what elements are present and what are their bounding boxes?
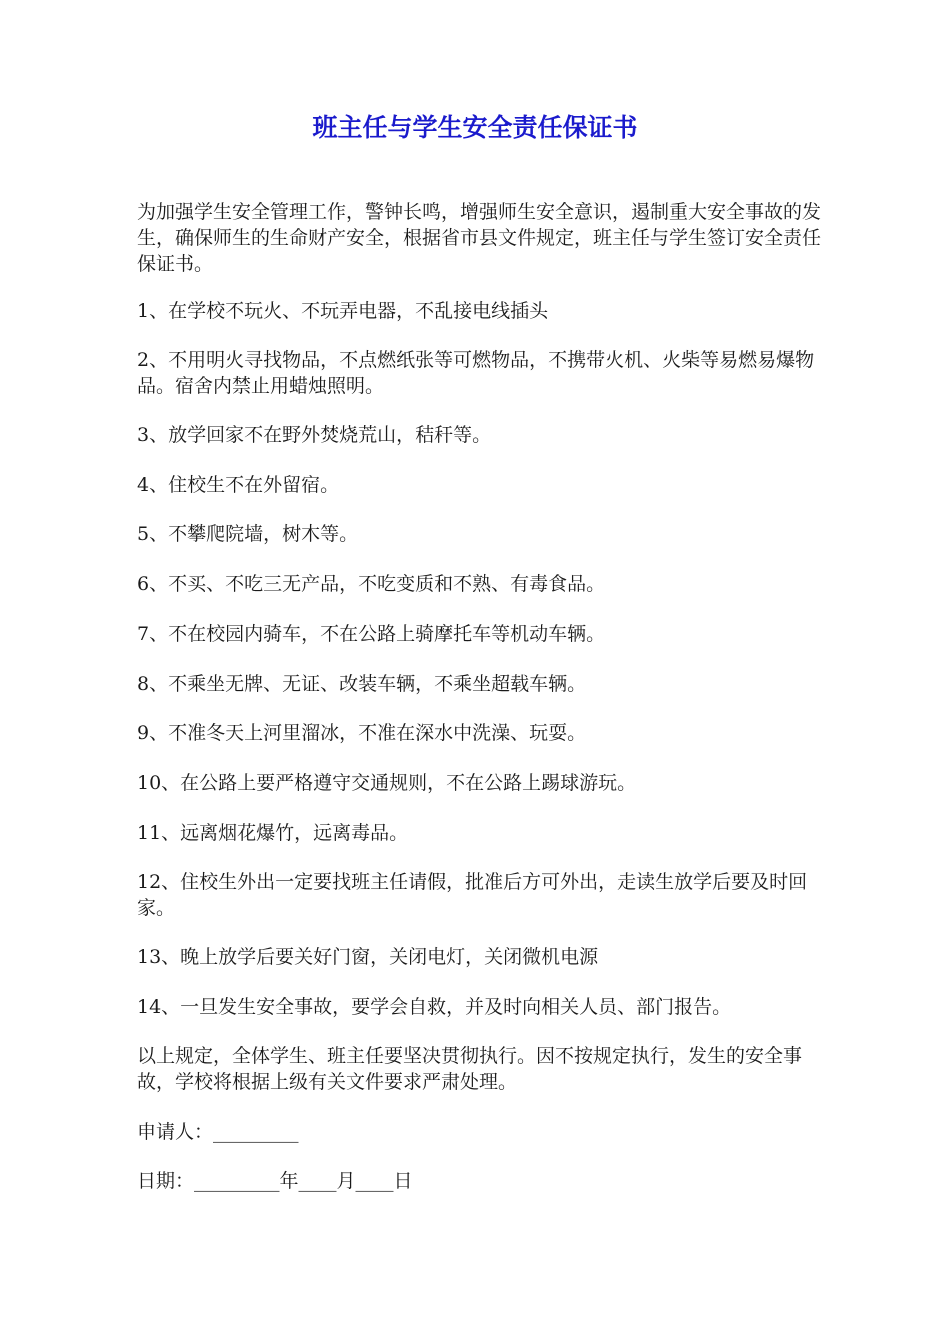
rule-item-5: 5、不攀爬院墙，树木等。 xyxy=(137,523,359,545)
rule-item-6: 6、不买、不吃三无产品，不吃变质和不熟、有毒食品。 xyxy=(137,573,606,595)
rule-item-1: 1、在学校不玩火、不玩弄电器，不乱接电线插头 xyxy=(137,300,549,322)
rule-item-7: 7、不在校园内骑车，不在公路上骑摩托车等机动车辆。 xyxy=(137,623,606,645)
intro-paragraph: 为加强学生安全管理工作，警钟长鸣，增强师生安全意识，遏制重大安全事故的发生，确保师生的生命财产安全，根据省市县文件规定，班主任与学生签订安全责任保证书。 xyxy=(137,201,822,275)
rule-item-11: 11、远离烟花爆竹，远离毒品。 xyxy=(137,822,409,844)
applicant-signature-line: 申请人：_________ xyxy=(137,1121,299,1143)
rule-item-2: 2、不用明火寻找物品，不点燃纸张等可燃物品，不携带火机、火柴等易燃易爆物品。宿舍内禁止用蜡烛照明。 xyxy=(137,349,815,397)
document-title: 班主任与学生安全责任保证书 xyxy=(312,113,638,142)
date-signature-line: 日期：_________年____月____日 xyxy=(137,1170,413,1192)
rule-item-12: 12、住校生外出一定要找班主任请假，批准后方可外出，走读生放学后要及时回家。 xyxy=(137,871,808,919)
rule-item-4: 4、住校生不在外留宿。 xyxy=(137,474,340,496)
rule-item-9: 9、不准冬天上河里溜冰，不准在深水中洗澡、玩耍。 xyxy=(137,722,587,744)
closing-paragraph: 以上规定，全体学生、班主任要坚决贯彻执行。因不按规定执行，发生的安全事故，学校将根据上级有关文件要求严肃处理。 xyxy=(137,1045,803,1093)
rule-item-13: 13、晚上放学后要关好门窗，关闭电灯，关闭微机电源 xyxy=(137,946,599,968)
rule-item-14: 14、一旦发生安全事故，要学会自救，并及时向相关人员、部门报告。 xyxy=(137,996,732,1018)
rule-item-3: 3、放学回家不在野外焚烧荒山，秸秆等。 xyxy=(137,424,492,446)
rule-item-8: 8、不乘坐无牌、无证、改装车辆，不乘坐超载车辆。 xyxy=(137,673,587,695)
rule-item-10: 10、在公路上要严格遵守交通规则，不在公路上踢球游玩。 xyxy=(137,772,637,794)
